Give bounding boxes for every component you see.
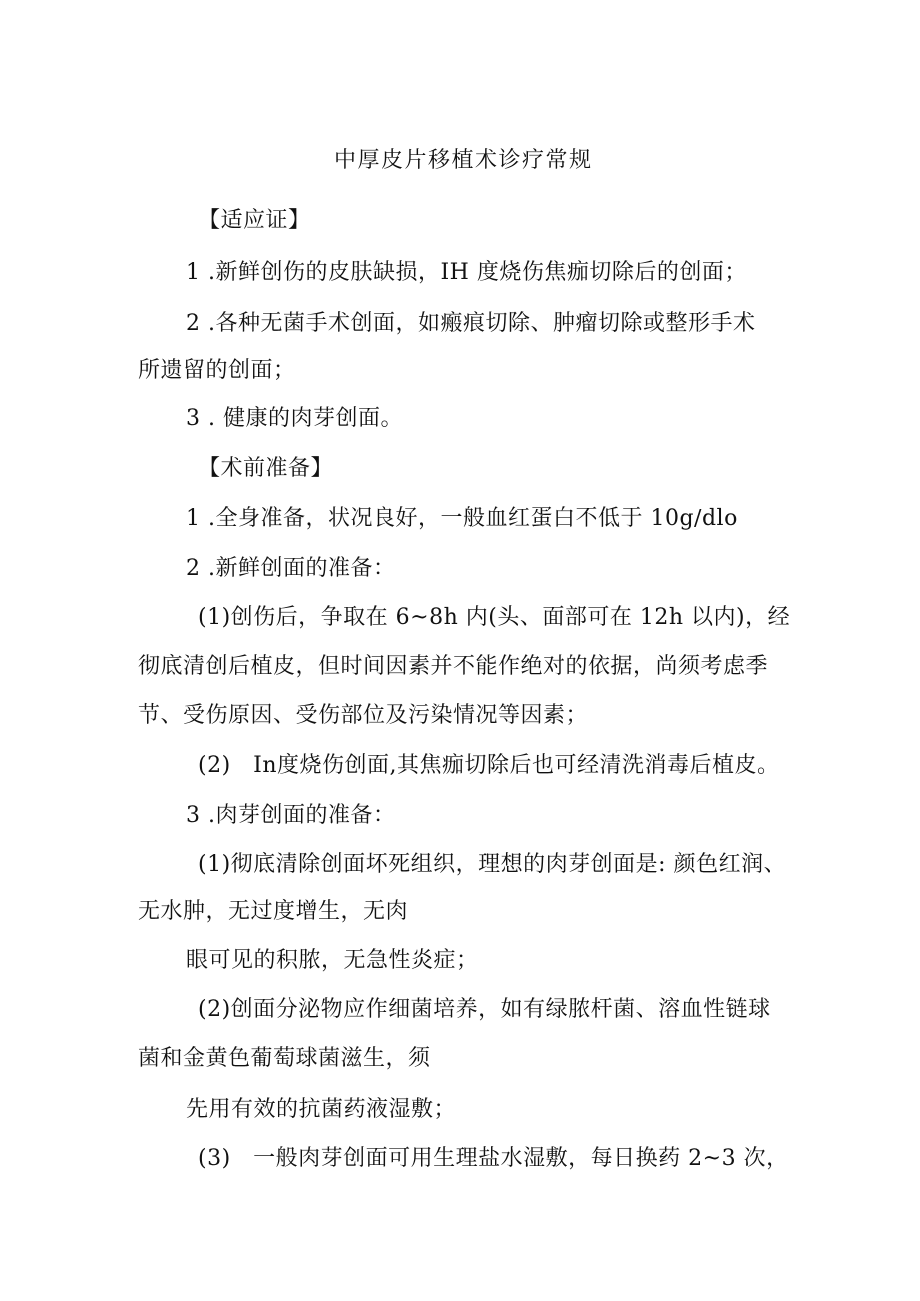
text-line: 3 . 健康的肉芽创面。 <box>186 406 403 431</box>
text-line: (2)创面分泌物应作细菌培养，如有绿脓杆菌、溶血性链球 <box>198 997 771 1022</box>
text-line: (2) In度烧伤创面,其焦痂切除后也可经清洗消毒后植皮。 <box>198 753 780 778</box>
text-line: 无水肿，无过度增生，无肉 <box>138 899 409 924</box>
text-line: 所遗留的创面； <box>138 358 296 383</box>
text-line: 3 .肉芽创面的准备： <box>186 803 396 828</box>
text-line: 菌和金黄色葡萄球菌滋生，须 <box>138 1046 431 1071</box>
text-line: (1)创伤后，争取在 6~8h 内(头、面部可在 12h 以内)，经 <box>198 605 791 630</box>
text-line: 彻底清创后植皮，但时间因素并不能作绝对的依据，尚须考虑季 <box>138 654 769 679</box>
text-line: 2 .新鲜创面的准备： <box>186 556 396 581</box>
text-line: 先用有效的抗菌药液湿敷； <box>186 1097 457 1122</box>
text-line: 2 .各种无菌手术创面，如瘢痕切除、肿瘤切除或整形手术 <box>186 311 756 336</box>
text-line: (1)彻底清除创面坏死组织，理想的肉芽创面是: 颜色红润、 <box>198 852 787 877</box>
text-line: (3) 一般肉芽创面可用生理盐水湿敷，每日换药 2~3 次， <box>198 1146 789 1171</box>
text-line: 眼可见的积脓，无急性炎症； <box>186 948 479 973</box>
section-heading-indications: 【适应证】 <box>198 208 311 233</box>
text-line: 节、受伤原因、受伤部位及污染情况等因素； <box>138 703 589 728</box>
section-heading-preparation: 【术前准备】 <box>198 456 334 481</box>
document-title: 中厚皮片移植术诊疗常规 <box>334 148 593 173</box>
text-line: 1 .全身准备，状况良好，一般血红蛋白不低于 10g∕dlo <box>186 506 738 531</box>
text-line: 1 .新鲜创伤的皮肤缺损，IH 度烧伤焦痂切除后的创面； <box>186 260 747 285</box>
